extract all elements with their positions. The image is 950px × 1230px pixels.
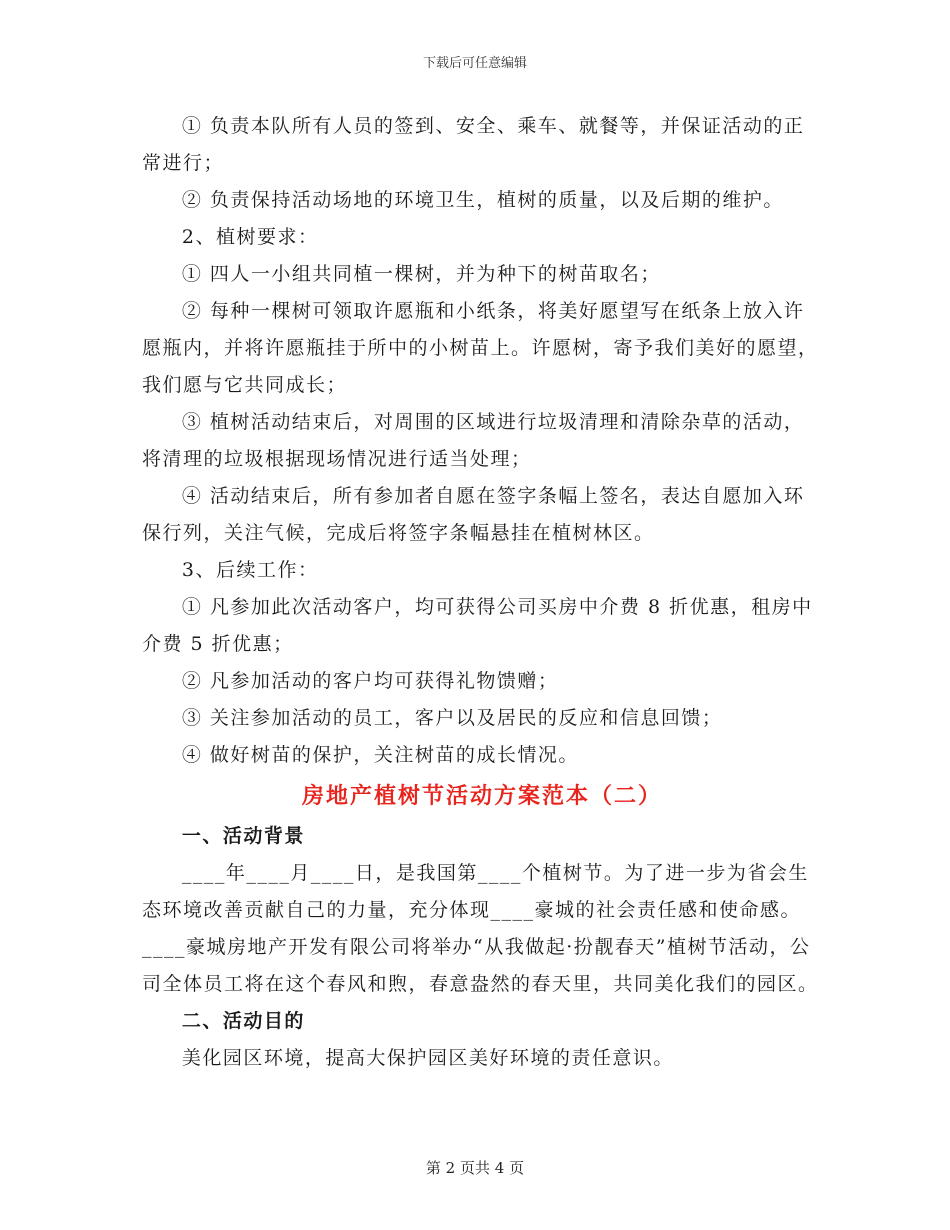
paragraph-follow-4: ④ 做好树苗的保护，关注树苗的成长情况。 — [181, 744, 579, 766]
paragraph-req-3: ③ 植树活动结束后，对周围的区域进行垃圾清理和清除杂草的活动，将清理的垃圾根据现场情况进行适当处理； — [142, 411, 805, 470]
section-planting-requirements: 2、植树要求： — [181, 226, 319, 248]
heading-purpose: 二、活动目的 — [181, 1010, 305, 1032]
heading-background: 一、活动背景 — [181, 825, 305, 847]
paragraph-background: ____年____月____日，是我国第____个植树节。为了进一步为省会生态环境改善贡献自己的力量，充分体现____豪城的社会责任感和使命感。____豪城房地产开发有限公司将举办“从我做起·扮靓春天”植树节活动，公司全体员工将在这个春风和煦，春意盎然的春天里，共同美化我们的园区。 — [142, 862, 819, 995]
document-title: 房地产植树节活动方案范本（二） — [301, 783, 662, 809]
page-header: 下载后可任意编辑 — [422, 56, 527, 71]
document-body — [142, 108, 822, 1077]
page-footer: 第 2 页共 4 页 — [425, 1159, 525, 1177]
paragraph-req-2: ② 每种一棵树可领取许愿瓶和小纸条，将美好愿望写在纸条上放入许愿瓶内，并将许愿瓶挂于所中的小树苗上。许愿树，寄予我们美好的愿望，我们愿与它共同成长； — [142, 300, 819, 396]
paragraph-req-1: ① 四人一小组共同植一棵树，并为种下的树苗取名； — [181, 263, 661, 285]
paragraph-follow-2: ② 凡参加活动的客户均可获得礼物馈赠； — [181, 670, 559, 692]
paragraph-purpose: 美化园区环境，提高大保护园区美好环境的责任意识。 — [181, 1047, 674, 1069]
paragraph-follow-3: ③ 关注参加活动的员工，客户以及居民的反应和信息回馈； — [181, 707, 723, 729]
paragraph-duty-2: ② 负责保持活动场地的环境卫生，植树的质量，以及后期的维护。 — [181, 189, 784, 211]
paragraph-follow-1: ① 凡参加此次活动客户，均可获得公司买房中介费 8 折优惠，租房中介费 5 折优惠； — [142, 596, 813, 655]
paragraph-req-4: ④ 活动结束后，所有参加者自愿在签字条幅上签名，表达自愿加入环保行列，关注气候，完成后将签字条幅悬挂在植树林区。 — [142, 485, 805, 544]
paragraph-duty-1: ① 负责本队所有人员的签到、安全、乘车、就餐等，并保证活动的正常进行； — [142, 115, 805, 174]
section-follow-up: 3、后续工作： — [181, 559, 319, 581]
